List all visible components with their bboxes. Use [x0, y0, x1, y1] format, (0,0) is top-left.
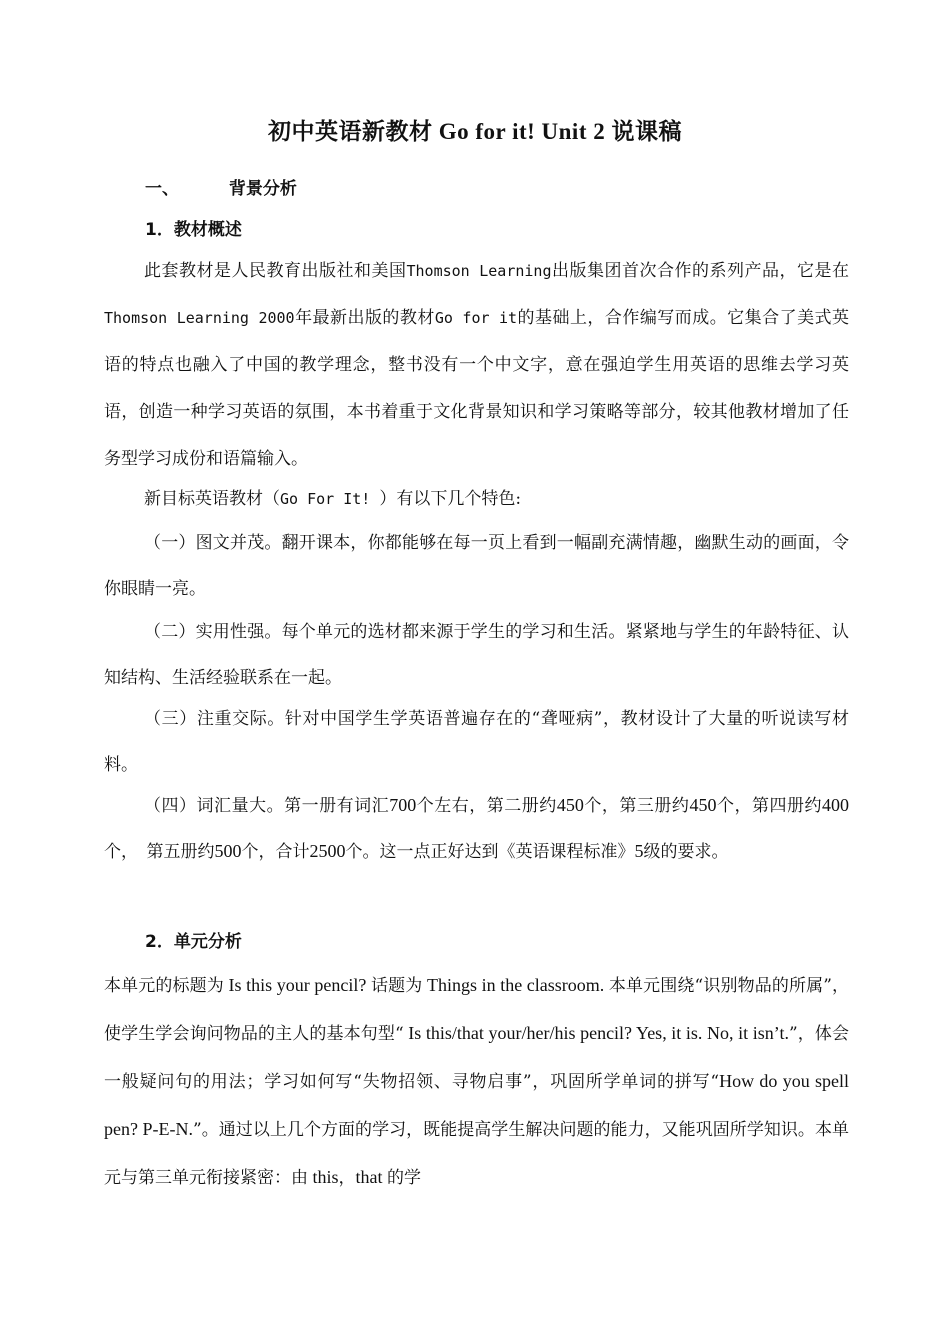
text-span: 个。这一点正好达到《英语课程标准》: [345, 842, 635, 862]
text-span: 的基础上，合作编写而成。它集合了美式英语的特点也融入了中国的教学理念，整书没有一个中文字，意在强迫学生用英语的思维去学习英语，创造一种学习英语的氛围，本书着重于文化背景知识和学习策略等部分，较其他教材增加了任务型学习成份和语篇输入。: [104, 308, 850, 469]
paragraph-feature-1: （一）图文并茂。翻开课本，你都能够在每一页上看到一幅副充满情趣，幽默生动的画面，令你眼睛一亮。: [104, 533, 849, 599]
subsection-heading-2: 2．单元分析: [145, 932, 242, 952]
text-span: 450: [689, 795, 717, 815]
text-span: ”，体会一般疑问句的用法；学习如何写“失物招领、寻物启事”，巩固所学单词的拼写“: [104, 1024, 849, 1092]
text-span: 此套教材是人民教育出版社和美国: [144, 261, 407, 281]
text-span: 级的要求。: [643, 842, 729, 862]
text-span: that: [355, 1167, 388, 1187]
document-title: 初中英语新教材 Go for it! Unit 2 说课稿: [267, 119, 682, 144]
text-span: 个，合计: [241, 842, 310, 862]
paragraph-textbook-overview: [104, 248, 849, 483]
text-span: 个， 第五册约: [104, 842, 215, 862]
text-span: Thomson Learning 2000: [104, 309, 295, 327]
paragraph-feature-3: （三）注重交际。针对中国学生学英语普遍存在的“聋哑病”，教材设计了大量的听说读写材料。: [104, 709, 849, 775]
section-heading-1: [145, 177, 297, 201]
text-span: this: [308, 1167, 339, 1187]
text-span: 新目标英语教材（: [144, 489, 280, 509]
text-span: 5: [634, 841, 644, 861]
text-span: Things in the classroom.: [422, 975, 609, 995]
text-span: 年最新出版的教材: [294, 308, 435, 328]
text-span: ”。通过以上几个方面的学习，既能提高学生解决问题的能力，又能巩固所学知识。本单元与第三单元衔接紧密：由: [104, 1120, 849, 1188]
text-span: 400: [822, 795, 850, 815]
paragraph-features-intro: [104, 476, 849, 523]
section-number: 一、: [145, 179, 179, 199]
text-span: 本单元的标题为: [104, 976, 224, 996]
text-span: 个，第三册约: [583, 796, 690, 816]
text-span: ）有以下几个特色:: [379, 489, 522, 509]
text-span: 的学: [387, 1168, 422, 1188]
text-span: 700: [389, 795, 417, 815]
text-span: ，: [338, 1168, 356, 1188]
text-span: 出版集团首次合作的系列产品，它是在: [551, 261, 849, 281]
text-span: 个，第四册约: [716, 796, 823, 816]
paragraph-unit-analysis: [104, 962, 849, 1202]
text-span: 450: [556, 795, 584, 815]
text-span: 本单元围绕“识别物品的所属”，使学生学会询问物品的主人的基本句型“: [104, 976, 850, 1044]
subsection-heading-1: 1．教材概述: [145, 220, 242, 240]
text-span: Thomson Learning: [406, 262, 552, 280]
paragraph-feature-4: [104, 783, 849, 875]
text-span: Go For It!: [280, 490, 380, 508]
paragraph-feature-2: （二）实用性强。每个单元的选材都来源于学生的学习和生活。紧紧地与学生的年龄特征、认知结构、生活经验联系在一起。: [104, 622, 849, 688]
text-span: 500: [214, 841, 242, 861]
text-span: Is this your pencil?: [223, 975, 371, 995]
text-span: Go for it: [434, 309, 518, 327]
text-span: 个左右，第二册约: [416, 796, 557, 816]
text-span: How do you spell pen? P-E-N.: [104, 1071, 849, 1139]
text-span: 话题为: [370, 976, 423, 996]
text-span: Is this/that your/her/his pencil? Yes, it is. No, it isn’t.: [403, 1023, 789, 1043]
text-span: （四）词汇量大。第一册有词汇: [144, 796, 390, 816]
section-label: 背景分析: [228, 179, 297, 199]
text-span: 2500: [309, 841, 346, 861]
